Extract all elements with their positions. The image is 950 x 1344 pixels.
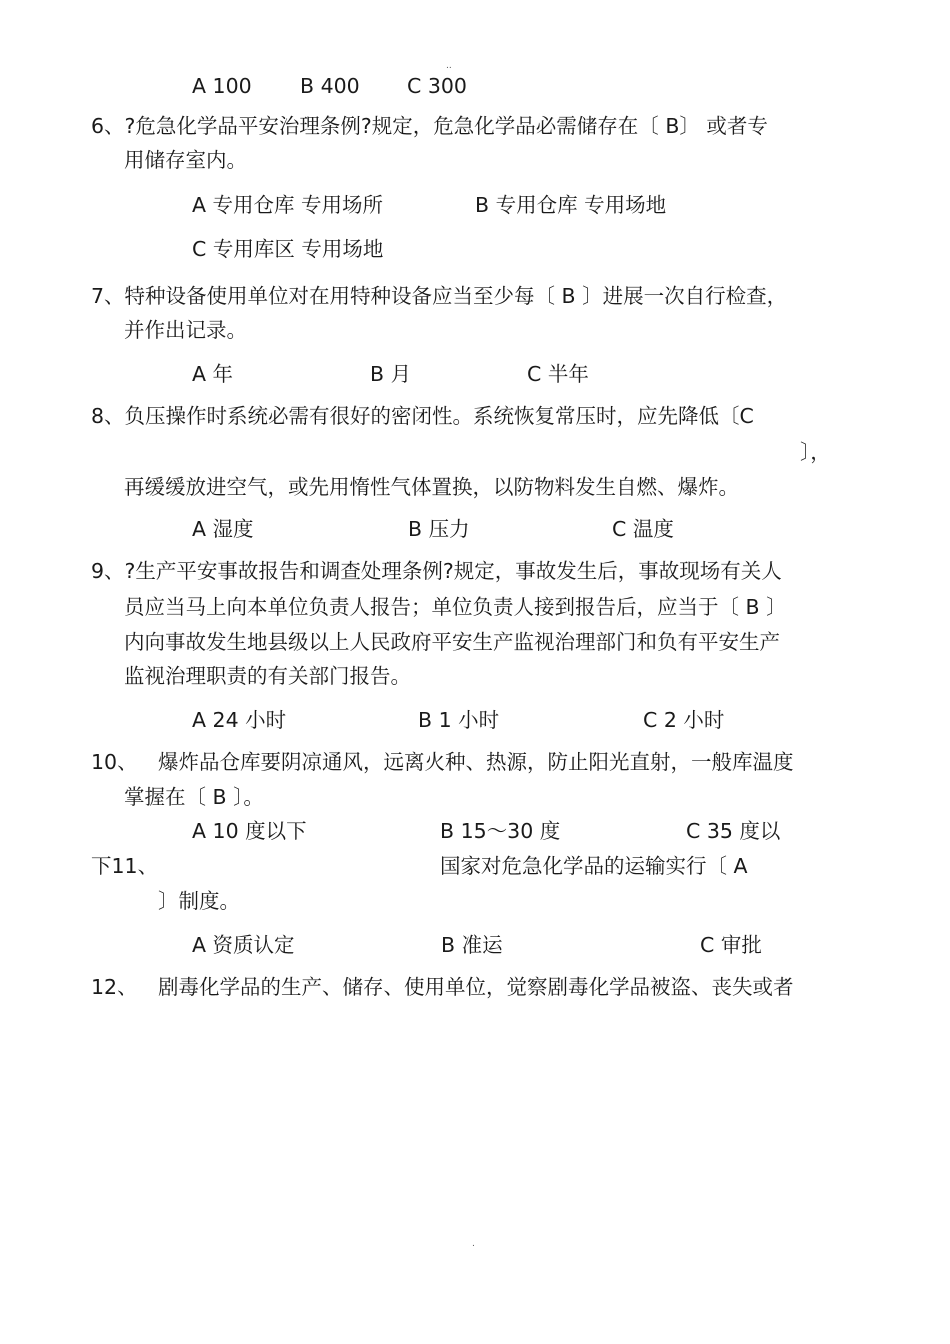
q6-option-b: B 专用仓库 专用场地: [475, 193, 667, 217]
q6-line-1: 6、?危急化学品平安治理条例?规定，危急化学品必需储存在〔 B〕 或者专: [91, 114, 768, 138]
q9-line-4: 监视治理职责的有关部门报告。: [124, 664, 411, 688]
q10-option-a: A 10 度以下: [192, 819, 307, 843]
q6-option-c: C 专用库区 专用场地: [192, 237, 384, 261]
q10-number: 10、: [91, 750, 138, 774]
footer-mark: .: [472, 1239, 475, 1249]
q11-option-b: B 准运: [441, 933, 503, 957]
q11-line-2: 〕制度。: [158, 889, 240, 913]
q8-option-a: A 湿度: [192, 517, 254, 541]
q6-option-a: A 专用仓库 专用场所: [192, 193, 384, 217]
q8-option-b: B 压力: [408, 517, 470, 541]
q5-option-c: C 300: [407, 74, 467, 98]
q9-option-b: B 1 小时: [418, 708, 500, 732]
q7-option-c: C 半年: [527, 362, 589, 386]
q10-line-2: 掌握在〔 B 〕。: [124, 785, 264, 809]
q11-option-c: C 审批: [700, 933, 762, 957]
q8-line-3: 再缓缓放进空气，或先用惰性气体置换，以防物料发生自燃、爆炸。: [124, 475, 739, 499]
q7-option-b: B 月: [370, 362, 412, 386]
q12-line-1: 剧毒化学品的生产、储存、使用单位，觉察剧毒化学品被盗、丧失或者: [158, 975, 794, 999]
q9-line-3: 内向事故发生地县级以上人民政府平安生产监视治理部门和负有平安生产: [124, 630, 780, 654]
q8-line-1: 8、负压操作时系统必需有很好的密闭性。系统恢复常压时，应先降低〔C: [91, 404, 754, 428]
q8-line-2: 〕，: [800, 440, 831, 464]
q9-option-a: A 24 小时: [192, 708, 287, 732]
q5-option-b: B 400: [300, 74, 360, 98]
q7-option-a: A 年: [192, 362, 234, 386]
q11-line-1: 国家对危急化学品的运输实行〔 A: [440, 854, 748, 878]
q5-option-a: A 100: [192, 74, 252, 98]
q10-option-c: C 35 度以: [686, 819, 781, 843]
q10-line-1: 爆炸品仓库要阴凉通风，远离火种、热源，防止阳光直射，一般库温度: [158, 750, 794, 774]
q7-line-1: 7、特种设备使用单位对在用特种设备应当至少每〔 B 〕进展一次自行检查，: [91, 284, 788, 308]
q10-option-b: B 15～30 度: [440, 819, 561, 843]
q7-line-2: 并作出记录。: [124, 318, 247, 342]
q6-line-2: 用储存室内。: [124, 148, 247, 172]
q9-option-c: C 2 小时: [643, 708, 725, 732]
header-mark: ..: [446, 61, 452, 71]
q12-number: 12、: [91, 975, 138, 999]
q8-option-c: C 温度: [612, 517, 674, 541]
q9-line-1: 9、?生产平安事故报告和调查处理条例?规定，事故发生后，事故现场有关人: [91, 559, 782, 583]
q11-option-a: A 资质认定: [192, 933, 295, 957]
q11-number: 下11、: [91, 854, 159, 878]
q9-line-2: 员应当马上向本单位负责人报告；单位负责人接到报告后，应当于〔 B 〕: [124, 595, 787, 619]
